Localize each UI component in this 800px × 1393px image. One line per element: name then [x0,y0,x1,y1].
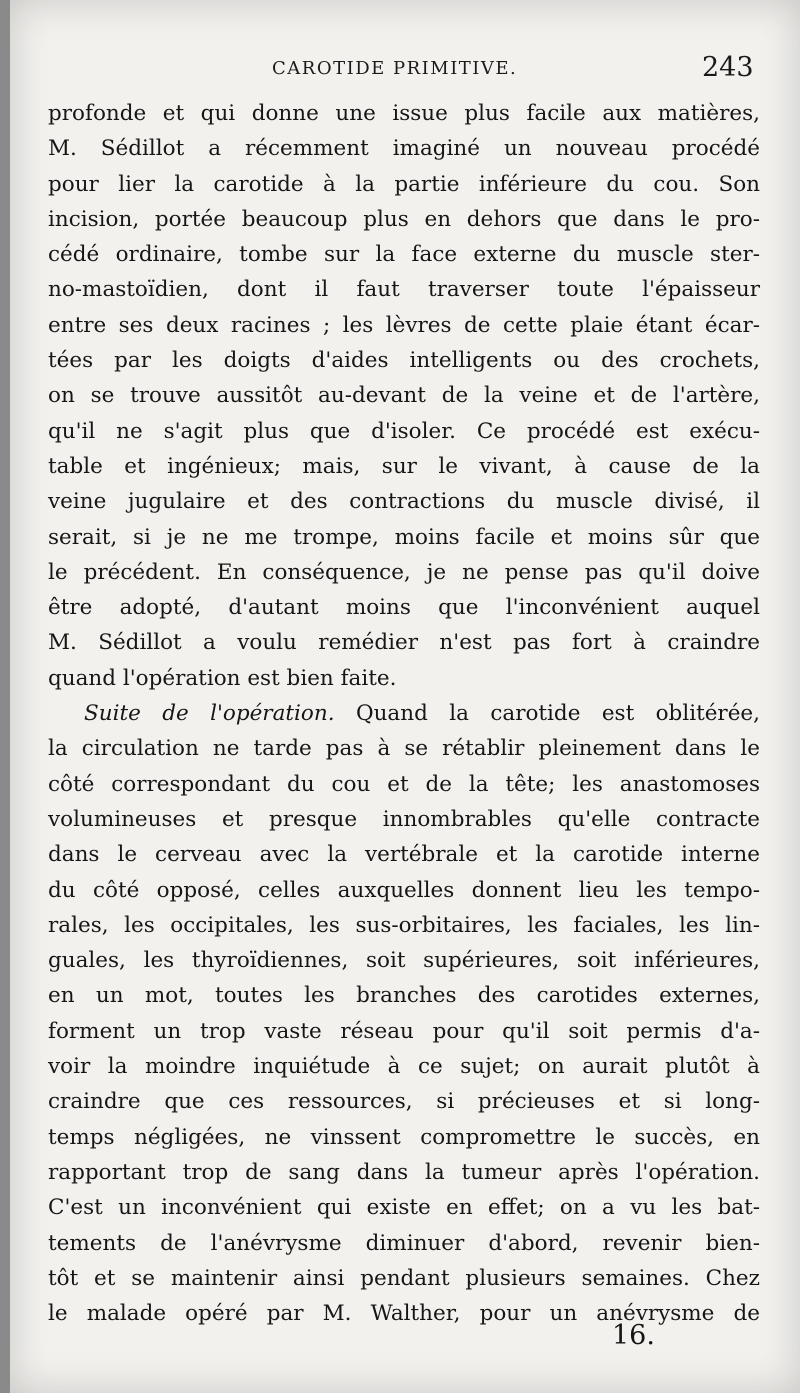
text-line: serait, si je ne me trompe, moins facile et moins sûr que [48,524,760,550]
text-line: volumineuses et presque innombrables qu'elle contracte [48,806,760,832]
text-line: quand l'opération est bien faite. [48,665,397,691]
text-line: pour lier la carotide à la partie inférieure du cou. Son [48,171,760,197]
text-line: la circulation ne tarde pas à se rétablir pleinement dans le [48,736,760,762]
text-line: le précédent. En conséquence, je ne pense pas qu'il doive [48,559,760,585]
section-first-line-text: Quand la carotide est oblitérée, [355,701,760,727]
book-page [10,0,800,1393]
text-line: M. Sédillot a voulu remédier n'est pas fort à craindre [48,630,760,656]
text-line: temps négligées, ne vinssent compromettre le succès, en [48,1124,760,1150]
text-line: en un mot, toutes les branches des carotides externes, [48,983,760,1009]
text-line: tées par les doigts d'aides intelligents ou des crochets, [48,348,760,374]
text-line: forment un trop vaste réseau pour qu'il soit permis d'a- [48,1018,760,1044]
text-line: table et ingénieux; mais, sur le vivant, à cause de la [48,453,760,479]
text-line: le malade opéré par M. Walther, pour un anévrysme de [48,1301,760,1327]
text-line: côté correspondant du cou et de la tête; les anastomoses [48,771,760,797]
text-line: no-mastoïdien, dont il faut traverser toute l'épaisseur [48,277,760,303]
text-line: cédé ordinaire, tombe sur la face externe du muscle ster- [48,242,760,268]
text-line: voir la moindre inquiétude à ce sujet; on aurait plutôt à [48,1054,760,1080]
text-line: guales, les thyroïdiennes, soit supérieures, soit inférieures, [48,948,760,974]
text-line: veine jugulaire et des contractions du muscle divisé, il [48,489,760,515]
section-title: Suite de l'opération. [84,701,335,727]
page-header [10,52,800,88]
text-line: rales, les occipitales, les sus-orbitaires, les faciales, les lin- [48,912,760,938]
text-line: tements de l'anévrysme diminuer d'abord, revenir bien- [48,1230,760,1256]
section-first-line [48,696,760,731]
text-line: qu'il ne s'agit plus que d'isoler. Ce procédé est exécu- [48,418,760,444]
signature-mark: 16. [612,1320,655,1351]
text-line: M. Sédillot a récemment imaginé un nouveau procédé [48,136,760,162]
page-number: 243 [702,52,754,83]
text-line: craindre que ces ressources, si précieuses et si long- [48,1089,760,1115]
text-line: entre ses deux racines ; les lèvres de cette plaie étant écar- [48,312,760,338]
running-title: CAROTIDE PRIMITIVE. [272,58,518,79]
text-line: être adopté, d'autant moins que l'inconvénient auquel [48,595,760,621]
text-line: du côté opposé, celles auxquelles donnent lieu les tempo- [48,877,760,903]
text-line: C'est un inconvénient qui existe en effet; on a vu les bat- [48,1195,760,1221]
body-text [48,96,760,1331]
text-line: dans le cerveau avec la vertébrale et la carotide interne [48,842,760,868]
text-line: tôt et se maintenir ainsi pendant plusieurs semaines. Chez [48,1265,760,1291]
text-line: profonde et qui donne une issue plus facile aux matières, [48,101,760,126]
text-line: incision, portée beaucoup plus en dehors que dans le pro- [48,206,760,232]
text-line: rapportant trop de sang dans la tumeur après l'opération. [48,1159,760,1185]
text-line: on se trouve aussitôt au-devant de la veine et de l'artère, [48,383,760,409]
